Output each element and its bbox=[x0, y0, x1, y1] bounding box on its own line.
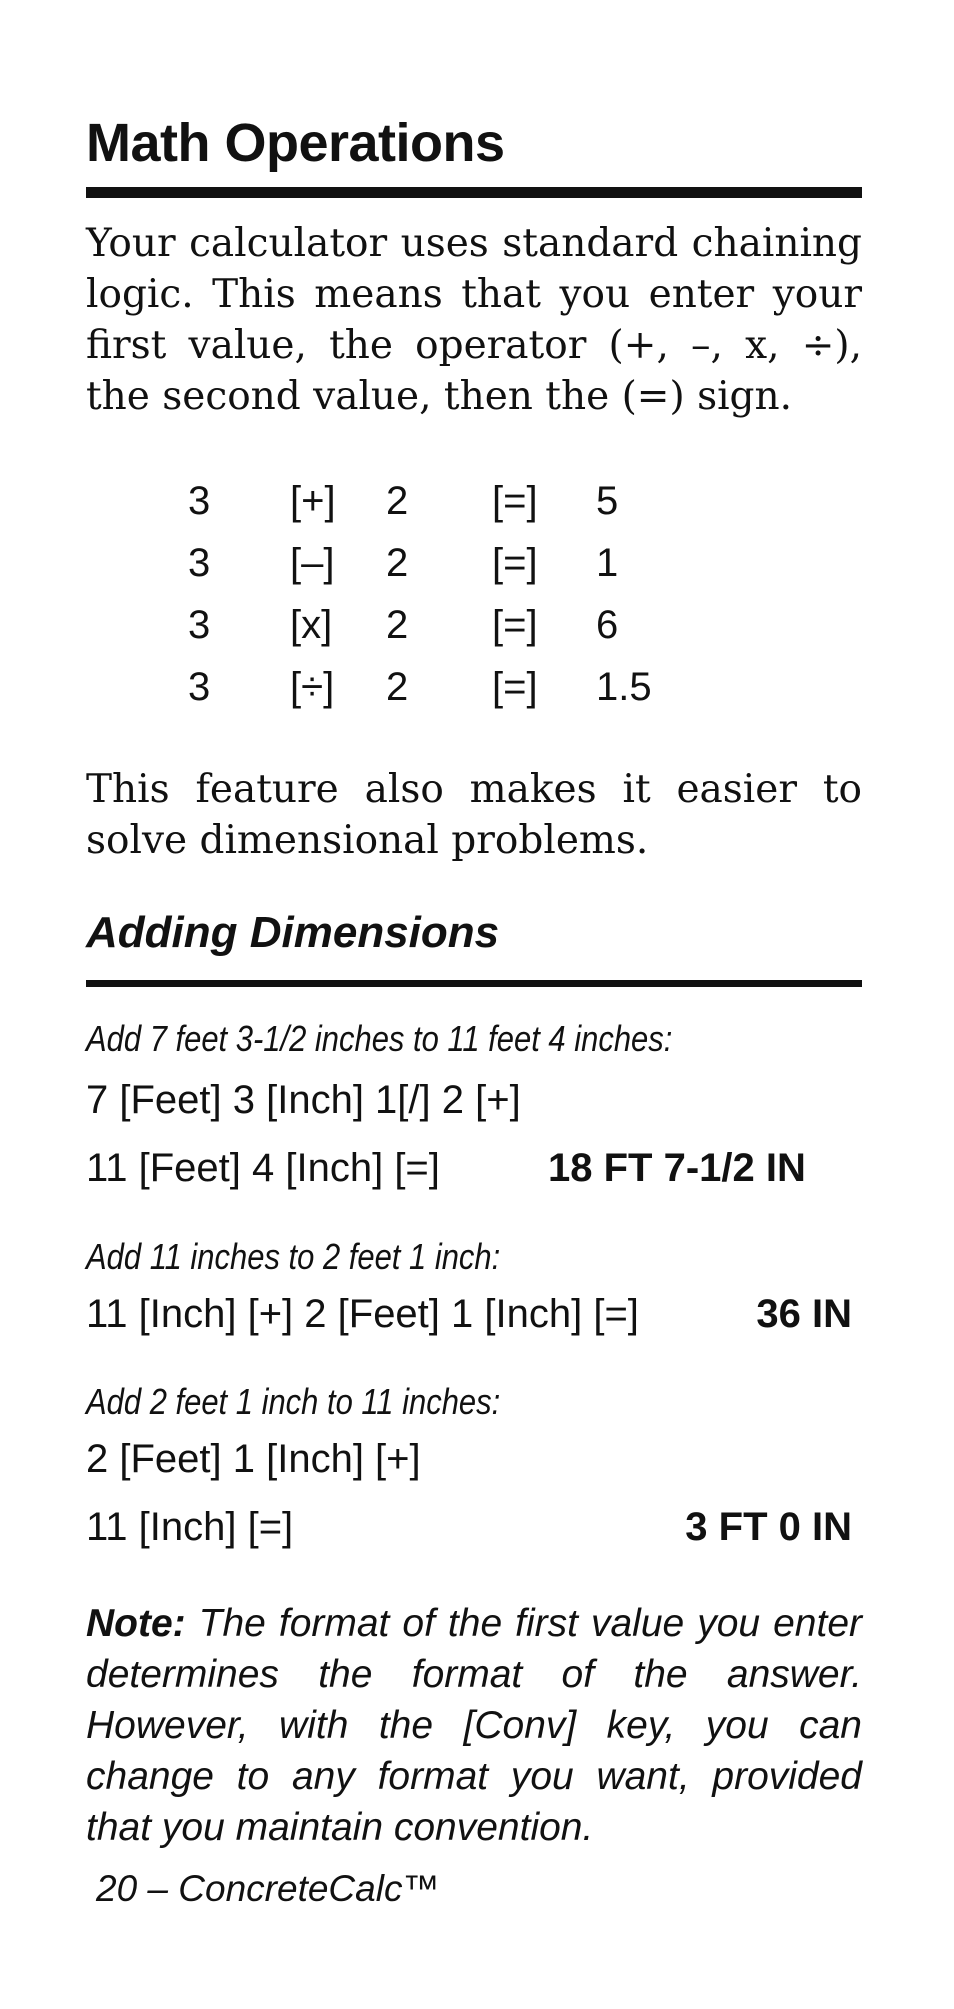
operator-key: [+] bbox=[290, 479, 336, 523]
operand-a: 3 bbox=[188, 603, 211, 647]
example-keystrokes bbox=[86, 1146, 852, 1191]
operation-row bbox=[188, 594, 652, 656]
operand-a: 3 bbox=[188, 479, 211, 523]
operation-result: 1 bbox=[596, 541, 619, 585]
intro-paragraph: Your calculator uses standard chaining logic. This means that you enter your first value, the operator (+, –, x, ÷), the second value, then the (=) sign. bbox=[86, 221, 862, 419]
example-result: 18 FT 7-1/2 IN bbox=[548, 1146, 806, 1190]
equals-key: [=] bbox=[492, 541, 538, 585]
note-text: The format of the first value you enter determines the format of the answer. However, with the [Conv] key, you can change to any format you want, provided that you maintain convention. bbox=[86, 1602, 862, 1849]
operation-row bbox=[188, 656, 652, 718]
operation-result: 6 bbox=[596, 603, 619, 647]
example-result: 3 FT 0 IN bbox=[685, 1505, 852, 1549]
example-heading: Add 7 feet 3-1/2 inches to 11 feet 4 inches: bbox=[86, 1018, 673, 1059]
title-rule bbox=[86, 187, 862, 198]
keystroke-text: 11 [Inch] [+] 2 [Feet] 1 [Inch] [=] bbox=[86, 1292, 639, 1336]
operand-a: 3 bbox=[188, 665, 211, 709]
equals-key: [=] bbox=[492, 479, 538, 523]
operation-result: 1.5 bbox=[596, 665, 652, 709]
page-footer: 20 – ConcreteCalc™ bbox=[96, 1868, 440, 1909]
operation-row bbox=[188, 470, 652, 532]
example-keystrokes bbox=[86, 1078, 852, 1123]
operand-b: 2 bbox=[386, 603, 409, 647]
section-title: Adding Dimensions bbox=[86, 908, 500, 957]
example-keystrokes bbox=[86, 1505, 852, 1550]
operator-key: [–] bbox=[290, 541, 335, 585]
example-heading: Add 2 feet 1 inch to 11 inches: bbox=[86, 1381, 501, 1422]
feature-paragraph: This feature also makes it easier to solve dimensional problems. bbox=[86, 767, 862, 863]
example-keystrokes bbox=[86, 1437, 852, 1482]
operator-key: [x] bbox=[290, 603, 333, 647]
operation-row bbox=[188, 532, 652, 594]
equals-key: [=] bbox=[492, 603, 538, 647]
keystroke-text: 11 [Feet] 4 [Inch] [=] bbox=[86, 1146, 440, 1190]
example-result: 36 IN bbox=[756, 1292, 852, 1336]
operations-table bbox=[188, 470, 652, 718]
operation-result: 5 bbox=[596, 479, 619, 523]
note-label: Note: bbox=[86, 1602, 186, 1645]
example-heading: Add 11 inches to 2 feet 1 inch: bbox=[86, 1236, 501, 1277]
note-paragraph bbox=[86, 1598, 862, 1853]
keystroke-text: 2 [Feet] 1 [Inch] [+] bbox=[86, 1437, 421, 1481]
equals-key: [=] bbox=[492, 665, 538, 709]
page-title: Math Operations bbox=[86, 113, 505, 173]
operand-a: 3 bbox=[188, 541, 211, 585]
operand-b: 2 bbox=[386, 541, 409, 585]
section-rule bbox=[86, 980, 862, 987]
keystroke-text: 11 [Inch] [=] bbox=[86, 1505, 294, 1549]
example-keystrokes bbox=[86, 1292, 852, 1337]
operand-b: 2 bbox=[386, 479, 409, 523]
keystroke-text: 7 [Feet] 3 [Inch] 1[/] 2 [+] bbox=[86, 1078, 521, 1122]
operator-key: [÷] bbox=[290, 665, 335, 709]
operand-b: 2 bbox=[386, 665, 409, 709]
